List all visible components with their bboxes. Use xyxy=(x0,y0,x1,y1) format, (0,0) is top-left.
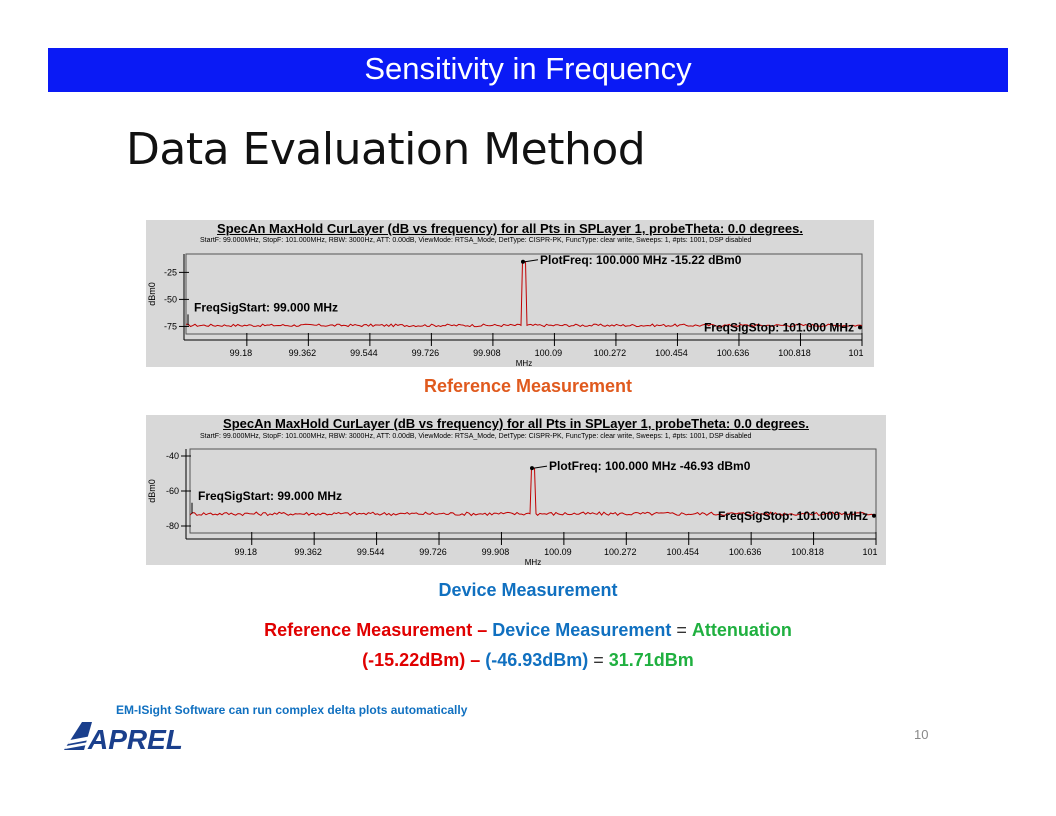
eq-equals: = xyxy=(588,650,609,670)
aprel-logo-mark xyxy=(62,716,192,756)
x-tick-label: 100.818 xyxy=(778,348,811,358)
eq-reference-value: (-15.22dBm) xyxy=(362,650,466,670)
x-tick-label: 99.362 xyxy=(294,547,322,557)
x-tick-label: 100.636 xyxy=(728,547,762,557)
start-annotation: FreqSigStart: 99.000 MHz xyxy=(198,488,343,503)
plot-title: SpecAn MaxHold CurLayer (dB vs frequency) for all Pts in SPLayer 1, probeTheta: 0.0 degrees. xyxy=(217,221,803,236)
slide-heading: Data Evaluation Method xyxy=(126,124,646,175)
x-tick-label: 100.09 xyxy=(544,547,572,557)
x-tick-label: 100.636 xyxy=(716,348,750,358)
banner-title: Sensitivity in Frequency xyxy=(364,51,692,86)
x-tick-label: 99.18 xyxy=(229,348,253,358)
start-annotation: FreqSigStart: 99.000 MHz xyxy=(194,300,339,315)
y-tick-label: -25 xyxy=(163,267,177,278)
x-tick-label: 100.272 xyxy=(593,348,627,358)
x-tick-label: 99.544 xyxy=(350,348,378,358)
stop-annotation: FreqSigStop: 101.000 MHz xyxy=(717,508,868,523)
y-tick-label: -50 xyxy=(163,294,177,305)
reference-spectrum-svg xyxy=(146,220,874,367)
x-axis-label: MHz xyxy=(524,558,542,565)
footer-note: EM-ISight Software can run complex delta plots automatically xyxy=(116,703,468,717)
eq-minus: – xyxy=(472,620,493,640)
y-tick-label: -80 xyxy=(165,521,179,531)
x-tick-label: 99.544 xyxy=(356,547,385,557)
stop-marker xyxy=(872,514,876,518)
x-tick-label: 100.818 xyxy=(791,547,824,557)
peak-annotation-leader xyxy=(525,260,538,262)
plot-subtitle: StartF: 99.000MHz, StopF: 101.000MHz, RBW: 3000Hz, ATT: 0.00dB, ViewMode: RTSA_Mode, DetType: CISPR-PK, FuncType: clear write, Sweeps: 1, #pts: 1001, DSP disabled xyxy=(200,433,752,440)
section-banner xyxy=(48,48,1008,92)
x-tick-label: 100.09 xyxy=(534,348,563,358)
eq-device-term: Device Measurement xyxy=(492,620,672,640)
page-number: 10 xyxy=(914,727,929,742)
x-tick-label: 99.726 xyxy=(419,547,447,557)
x-tick-label: 99.726 xyxy=(411,348,440,358)
plot-subtitle: StartF: 99.000MHz, StopF: 101.000MHz, RBW: 3000Hz, ATT: 0.00dB, ViewMode: RTSA_Mode, DetType: CISPR-PK, FuncType: clear write, Sweeps: 1, #pts: 1001, DSP disabled xyxy=(200,237,752,244)
x-tick-label: 99.908 xyxy=(481,547,510,557)
eq-device-value: (-46.93dBm) xyxy=(485,650,589,670)
device-caption: Device Measurement xyxy=(438,580,618,600)
reference-caption: Reference Measurement xyxy=(423,376,633,396)
peak-annotation: PlotFreq: 100.000 MHz -46.93 dBm0 xyxy=(549,459,751,474)
y-axis-label: dBm0 xyxy=(147,282,157,306)
eq-attenuation-term: Attenuation xyxy=(691,620,792,640)
peak-marker xyxy=(521,260,525,264)
aprel-logo xyxy=(62,716,192,756)
eq-minus: – xyxy=(465,650,486,670)
device-spectrum-svg xyxy=(146,415,886,565)
y-axis-label: dBm0 xyxy=(147,479,157,503)
y-tick-label: -40 xyxy=(165,451,179,461)
eq-attenuation-value: 31.71dBm xyxy=(608,650,694,670)
x-tick-label: 100.454 xyxy=(655,348,688,358)
reference-spectrum-plot xyxy=(146,220,874,367)
x-tick-label: 100.272 xyxy=(604,547,637,557)
peak-marker xyxy=(530,466,534,470)
y-tick-label: -60 xyxy=(165,486,179,496)
x-tick-label: 100.454 xyxy=(666,547,699,557)
logo-wordmark: APREL xyxy=(88,724,183,755)
plot-title: SpecAn MaxHold CurLayer (dB vs frequency) for all Pts in SPLayer 1, probeTheta: 0.0 degrees. xyxy=(223,416,809,431)
x-tick-label: 101 xyxy=(862,547,878,557)
equation-line-2 xyxy=(0,650,1056,671)
eq-reference-term: Reference Measurement xyxy=(264,620,473,640)
device-spectrum-plot xyxy=(146,415,886,565)
x-tick-label: 99.362 xyxy=(288,348,317,358)
peak-annotation: PlotFreq: 100.000 MHz -15.22 dBm0 xyxy=(540,252,742,267)
y-tick-label: -75 xyxy=(163,321,177,332)
equation-line-1 xyxy=(0,620,1056,641)
stop-marker xyxy=(858,325,862,329)
x-tick-label: 101 xyxy=(848,348,864,358)
eq-equals: = xyxy=(671,620,692,640)
x-tick-label: 99.908 xyxy=(473,348,501,358)
spectrum-trace xyxy=(186,262,862,327)
x-axis-label: MHz xyxy=(515,359,533,367)
stop-annotation: FreqSigStop: 101.000 MHz xyxy=(703,320,854,335)
x-tick-label: 99.18 xyxy=(234,547,258,557)
peak-annotation-leader xyxy=(534,466,547,468)
